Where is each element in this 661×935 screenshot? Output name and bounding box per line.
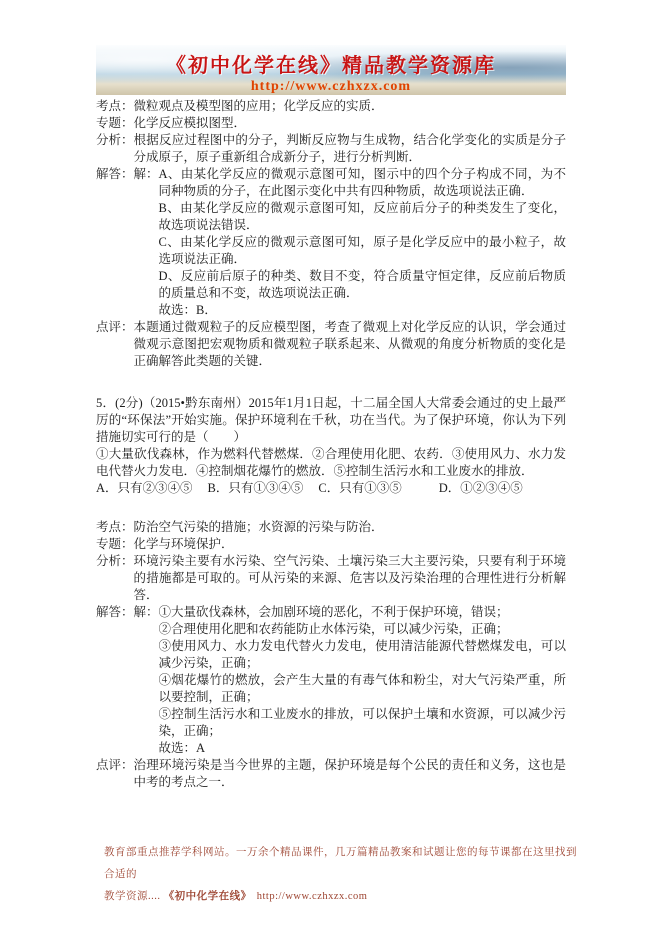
jieda-row [96, 604, 566, 757]
answer-option-b: B、由某化学反应的微观示意图可知，反应前后分子的种类发生了变化，故选项说法错误． [158, 201, 566, 232]
fenxi-label: 分析： [96, 133, 134, 147]
jie-prefix: 解： [133, 605, 159, 619]
answer-choice: 故选：B． [158, 303, 217, 317]
fenxi-label: 分析： [96, 554, 134, 568]
zhuanti-label: 专题： [96, 116, 134, 130]
dianping-label: 点评： [96, 758, 134, 772]
dianping-text: 本题通过微观粒子的反应模型图，考查了微观上对化学反应的认识，学会通过微观示意图把宏观物质和微观粒子联系起来、从微观的角度分析物质的变化是正确解答此类题的关键． [133, 320, 566, 368]
question-5-numbered-items: ①大量砍伐森林，作为燃料代替燃煤．②合理使用化肥、农药．③使用风力、水力发电代替火力发电．④控制烟花爆竹的燃放．⑤控制生活污水和工业废水的排放． [96, 447, 566, 478]
footer-site-url[interactable]: http://www.czhxzx.com [256, 891, 368, 902]
option-a: A．只有②③④⑤ [96, 481, 193, 495]
zhuanti-row [96, 115, 566, 132]
footer-line-1: 教育部重点推荐学科网站。一万余个精品课件，几万篇精品教案和试题让您的每节课都在这里找到合适的 [104, 847, 577, 880]
kaodian-row [96, 519, 566, 536]
option-c: C．只有①③⑤ [318, 481, 402, 495]
kaodian-label: 考点： [96, 99, 134, 113]
kaodian-label: 考点： [96, 520, 134, 534]
answer-option-c: C、由某化学反应的微观示意图可知，原子是化学反应中的最小粒子，故选项说法正确． [158, 235, 566, 266]
answer-item-1: ①大量砍伐森林，会加剧环境的恶化，不利于保护环境，错误； [158, 605, 509, 619]
fenxi-text: 环境污染主要有水污染、空气污染、土壤污染三大主要污染，只要有利于环境的措施都是可取的。可从污染的来源、危害以及污染治理的合理性进行分析解答． [133, 554, 566, 602]
answer-item-5: ⑤控制生活污水和工业废水的排放，可以保护土壤和水资源，可以减少污染，正确； [158, 707, 566, 738]
option-b: B．只有①③④⑤ [207, 481, 304, 495]
answer-option-a: A、由某化学反应的微观示意图可知，图示中的四个分子构成不同，为不同种物质的分子，在此图示变化中共有四种物质，故选项说法正确． [158, 167, 566, 198]
page-footer [104, 842, 584, 908]
zhuanti-row [96, 536, 566, 553]
document-body [96, 98, 566, 791]
jieda-label: 解答： [96, 167, 134, 181]
jie-prefix: 解： [133, 167, 159, 181]
footer-resources-text: 教学资源.... [104, 891, 161, 902]
kaodian-row [96, 98, 566, 115]
kaodian-text: 防治空气污染的措施；水资源的污染与防治． [133, 520, 384, 534]
site-banner-title: 《初中化学在线》精品教学资源库 [166, 55, 496, 77]
site-banner [96, 45, 566, 95]
answer-option-d: D、反应前后原子的种类、数目不变，符合质量守恒定律，反应前后物质的质量总和不变，故选项说法正确． [158, 269, 566, 300]
answer-item-2: ②合理使用化肥和农药能防止水体污染，可以减少污染，正确； [158, 622, 509, 636]
fenxi-row [96, 132, 566, 166]
zhuanti-text: 化学反应模拟图型． [133, 116, 247, 130]
jieda-items [159, 604, 566, 757]
question-5 [96, 395, 566, 497]
dianping-label: 点评： [96, 320, 134, 334]
question-5-stem: 5．(2分)（2015•黔东南州）2015年1月1日起，十二届全国人大常委会通过的史上最严厉的“环保法”开始实施。保护环境利在千秋，功在当代。为了保护环境，你认为下列措施切实可行的是（ ） [96, 396, 566, 444]
zhuanti-label: 专题： [96, 537, 134, 551]
answer-item-3: ③使用风力、水力发电代替火力发电，使用清洁能源代替燃煤发电，可以减少污染，正确； [158, 639, 566, 670]
answer-analysis-1 [96, 98, 566, 370]
dianping-row [96, 319, 566, 370]
footer-site-name: 《初中化学在线》 [163, 891, 252, 902]
fenxi-text: 根据反应过程图中的分子，判断反应物与生成物，结合化学变化的实质是分子分成原子，原子重新组合成新分子，进行分析判断． [133, 133, 566, 164]
zhuanti-text: 化学与环境保护． [133, 537, 234, 551]
question-5-options [96, 480, 566, 497]
jieda-content [134, 166, 566, 319]
jieda-label: 解答： [96, 605, 134, 619]
option-d: D．①②③④⑤ [438, 481, 523, 495]
dianping-row [96, 757, 566, 791]
answer-analysis-2 [96, 519, 566, 791]
jieda-options [159, 166, 566, 319]
fenxi-row [96, 553, 566, 604]
kaodian-text: 微粒观点及模型图的应用；化学反应的实质． [133, 99, 384, 113]
jieda-content [134, 604, 566, 757]
site-banner-url[interactable]: http://www.czhxzx.com [250, 79, 412, 94]
page-content [96, 45, 566, 791]
answer-choice: 故选：A [158, 741, 206, 755]
answer-item-4: ④烟花爆竹的燃放，会产生大量的有毒气体和粉尘，对大气污染严重，所以要控制，正确； [158, 673, 566, 704]
footer-line-2 [104, 886, 584, 908]
dianping-text: 治理环境污染是当今世界的主题，保护环境是每个公民的责任和义务，这也是中考的考点之一． [133, 758, 566, 789]
jieda-row [96, 166, 566, 319]
